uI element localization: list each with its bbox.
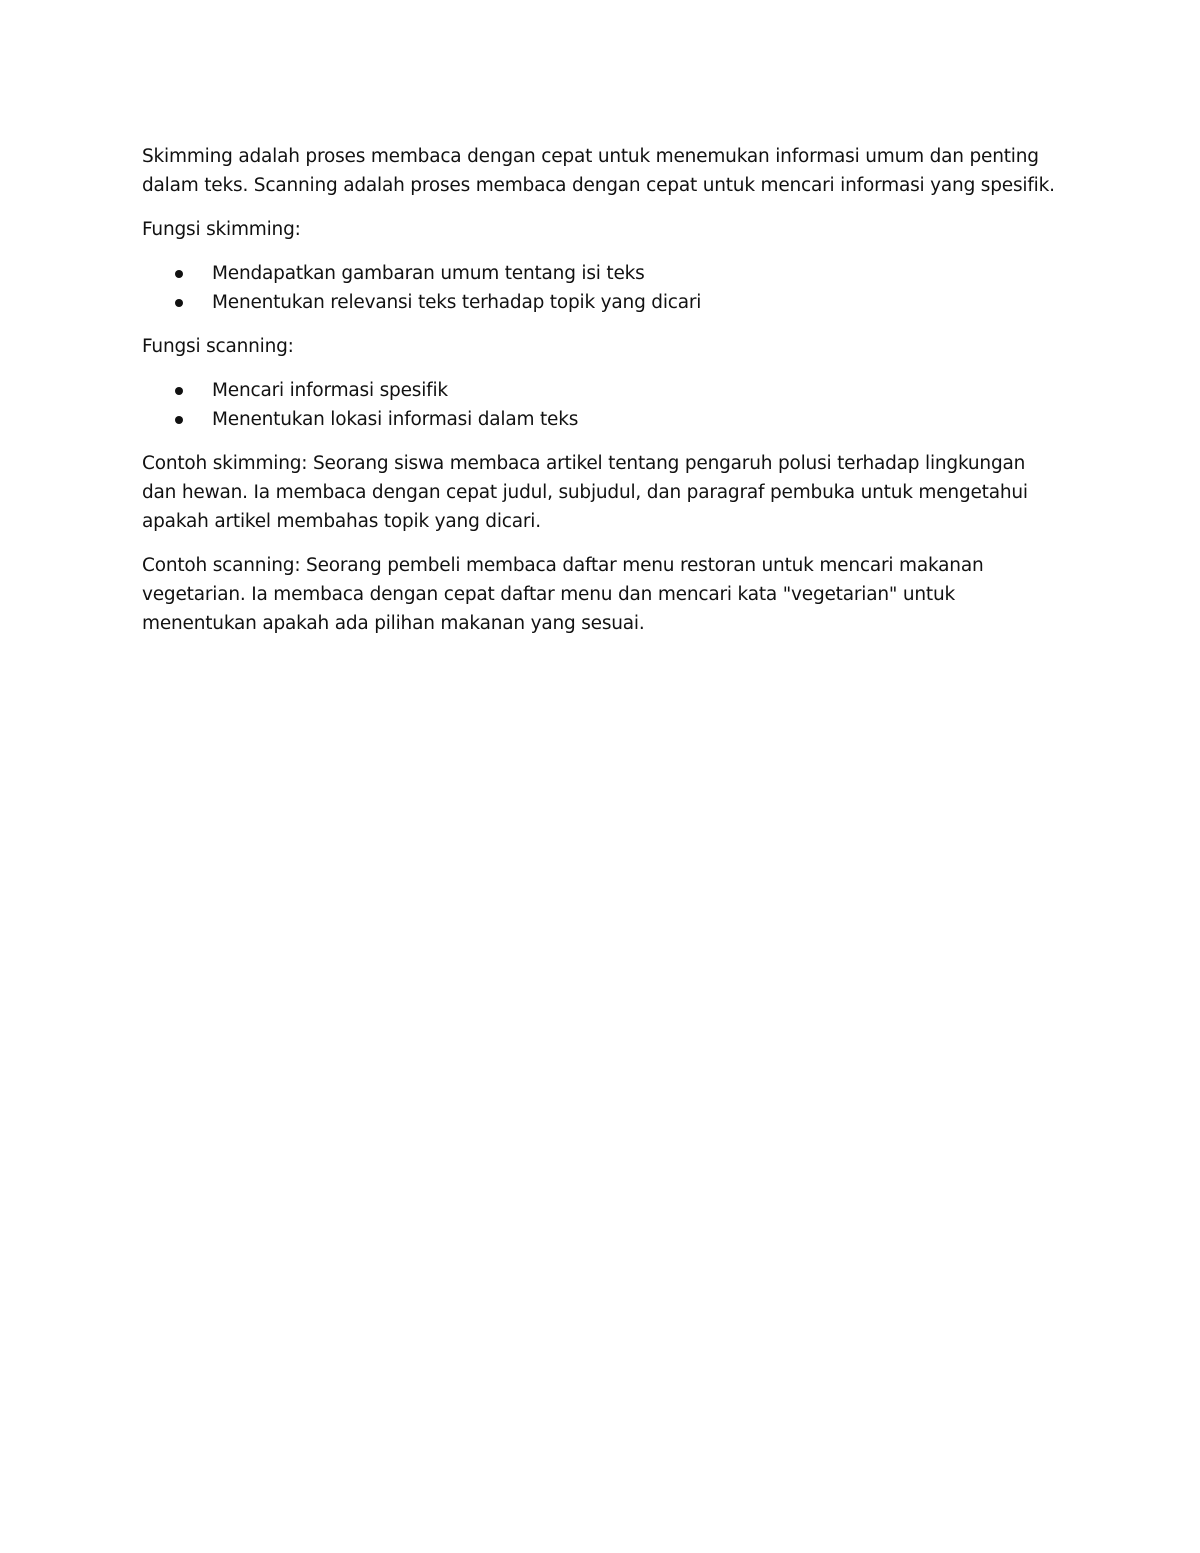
bullet-icon [175,387,183,395]
document-body [142,142,1062,653]
intro-paragraph: Skimming adalah proses membaca dengan cepat untuk menemukan informasi umum dan penting dalam teks. Scanning adalah proses membaca dengan cepat untuk mencari informasi yang spesifik. [142,146,1055,196]
bullet-icon [175,270,183,278]
list-item [142,376,1062,405]
example-skimming-paragraph: Contoh skimming: Seorang siswa membaca artikel tentang pengaruh polusi terhadap lingkungan dan hewan. Ia membaca dengan cepat judul, subjudul, dan paragraf pembuka untuk mengetahui apakah artikel membahas topik yang dicari. [142,453,1028,532]
list-item [142,405,1062,434]
skimming-heading: Fungsi skimming: [142,219,301,240]
scanning-list [142,376,1062,434]
list-item-text: Menentukan lokasi informasi dalam teks [212,409,579,430]
skimming-list [142,259,1062,317]
bullet-icon [175,416,183,424]
scanning-heading: Fungsi scanning: [142,336,294,357]
list-item-text: Mendapatkan gambaran umum tentang isi teks [212,263,645,284]
list-item-text: Mencari informasi spesifik [212,380,448,401]
list-item [142,288,1062,317]
list-item-text: Menentukan relevansi teks terhadap topik yang dicari [212,292,702,313]
list-item [142,259,1062,288]
bullet-icon [175,299,183,307]
example-scanning-paragraph: Contoh scanning: Seorang pembeli membaca daftar menu restoran untuk mencari makanan vegetarian. Ia membaca dengan cepat daftar menu dan mencari kata "vegetarian" untuk menentukan apakah ada pilihan makanan yang sesuai. [142,555,984,634]
